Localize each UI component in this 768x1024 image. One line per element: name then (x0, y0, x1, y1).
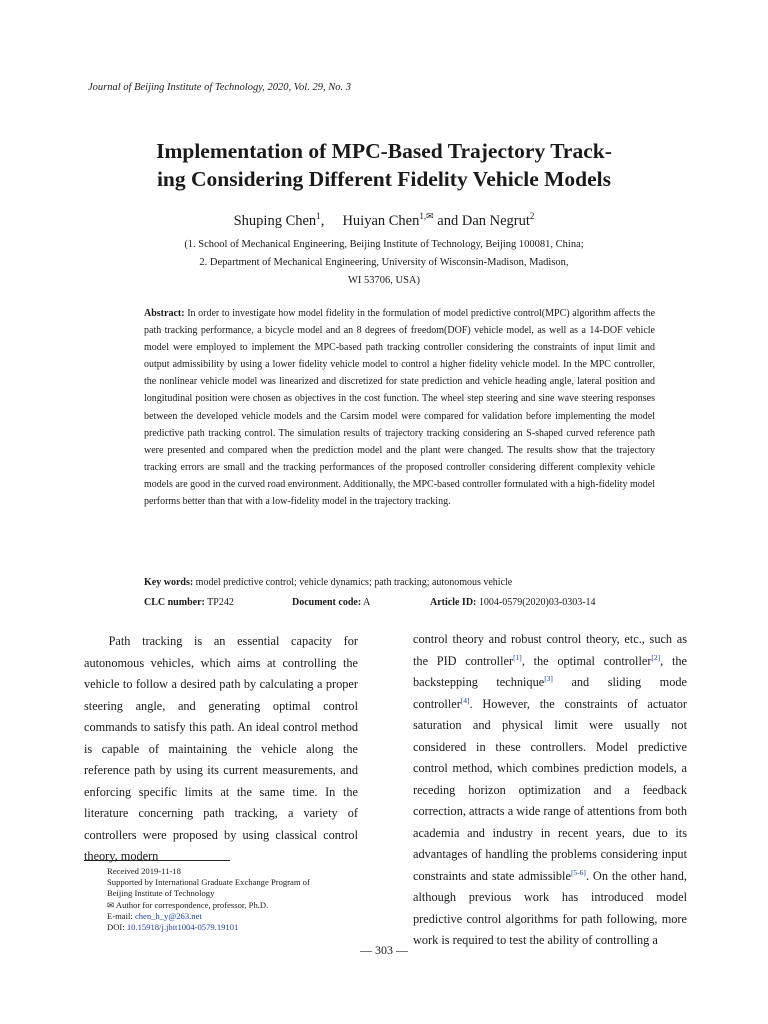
title-line-2: ing Considering Different Fidelity Vehicle Models (156, 167, 612, 191)
classification-line (144, 597, 664, 608)
author-separator: , (320, 212, 325, 229)
author-1-affiliation: 1 (316, 211, 321, 221)
footnote-supported-cont: Beijing Institute of Technology (107, 888, 215, 899)
right-text-4: and sliding mode controller (413, 675, 687, 711)
article-id (430, 597, 596, 608)
affiliation-2-cont: WI 53706, USA) (347, 275, 421, 286)
doi-link[interactable]: 10.15918/j.jbit1004-0579.19101 (126, 922, 239, 933)
email-label: E-mail: (107, 910, 133, 921)
body-left-column: Path tracking is an essential capacity for autonomous vehicles, which aims at controlling the vehicle to follow a desired path by calculating a proper steering angle, and generating optimal control commands to satisfy this path. An ideal control method is capable of maintaining the vehicle along the reference path by using its current measurements, and enforcing specific limits at the same time. In the literature concerning path tracking, a variety of controllers were proposed by using classical control theory, modern (84, 634, 358, 863)
keywords-text: model predictive control; vehicle dynamics; path tracking; autonomous vehicle (195, 577, 513, 588)
body-right-column (413, 629, 687, 952)
affiliation-2: 2. Department of Mechanical Engineering, University of Wisconsin-Madison, Madison, (199, 257, 569, 268)
footnote-supported: Supported by International Graduate Exchange Program of (107, 877, 310, 888)
footnote-doi (107, 922, 397, 933)
right-text-3: , the backstepping technique (413, 653, 687, 689)
right-text-6: . On the other hand, although previous work has introduced model predictive control algorithms for path following, more work is required to test the ability of controlling a (413, 868, 687, 947)
author-1: Shuping Chen (233, 212, 317, 229)
doi-label: DOI: (107, 922, 125, 933)
email-link[interactable]: chen_h_y@263.net (134, 910, 202, 921)
footnotes (107, 866, 397, 933)
right-text-1: control theory and robust control theory, etc., such as the PID controller (413, 632, 687, 668)
abstract-text: In order to investigate how model fidelity in the formulation of model predictive control(MPC) algorithm affects the path tracking performance, a bicycle model and an 8 degrees of freedom(DOF) vehicle model, as well as a 14-DOF vehicle model were employed to implement the MPC-based path tracking controller considering the constraints of input limit and output admissibility by using a lower fidelity vehicle model to control a higher fidelity vehicle model. In the MPC controller, the nonlinear vehicle model was linearized and discretized for state prediction and vehicle heading angle, lateral position and longitudinal position were chosen as objectives in the cost function. The wheel step steering and sine wave steering responses between the developed vehicle models and the Carsim model were compared for validation before implementing the model predictive path tracking control. The simulation results of trajectory tracking considering an S-shaped curved reference path were presented and compared when the prediction model and the plant were changed. The results show that the trajectory tracking errors are small and the tracking performances of the proposed controller considering different complexity vehicle models are good in the curved road environment. Additionally, the MPC-based controller formulated with a high-fidelity model performs better than that with a low-fidelity model in the trajectory tracking. (144, 308, 656, 508)
right-text-2: , the optimal controller (521, 653, 652, 668)
footnote-email (107, 911, 397, 922)
affiliation-1: (1. School of Mechanical Engineering, Beijing Institute of Technology, Beijing 100081, China; (184, 239, 584, 250)
citation-1[interactable]: [1] (513, 652, 522, 662)
doccode-value: A (363, 597, 371, 608)
citation-2[interactable]: [2] (651, 652, 661, 662)
citation-5-6[interactable]: [5-6] (570, 867, 586, 877)
keywords-label: Key words: (144, 577, 194, 588)
footnote-author: ✉ Author for correspondence, professor, Ph.D. (107, 899, 269, 910)
document-code (292, 597, 430, 608)
clc-label: CLC number: (144, 597, 205, 608)
doccode-label: Document code: (292, 597, 362, 608)
author-2: Huiyan Chen (342, 212, 420, 229)
clc-number (144, 597, 292, 608)
title-line-1: Implementation of MPC-Based Trajectory Track- (156, 139, 612, 163)
journal-header: Journal of Beijing Institute of Technology, 2020, Vol. 29, No. 3 (88, 82, 351, 93)
abstract (144, 305, 655, 510)
clc-value: TP242 (207, 597, 234, 608)
footnote-received: Received 2019-11-18 (107, 866, 181, 876)
abstract-label: Abstract: (144, 308, 185, 319)
affiliations (110, 236, 658, 290)
articleid-value: 1004-0579(2020)03-0303-14 (478, 597, 596, 608)
author-list (110, 211, 658, 230)
paper-title (110, 137, 658, 193)
author-2-affiliation: 1,✉ (419, 211, 434, 221)
articleid-label: Article ID: (430, 597, 477, 608)
right-text-5: . However, the constraints of actuator saturation and physical limit were usually not considered in these controllers. Model predictive control method, which combines prediction models, a receding horizon optimization and a feedback correction, attracts a wide range of attentions from both academia and industry in recent years, due to its advantages of handling the problems considering input constraints and state admissible (413, 696, 687, 883)
page-number: — 303 — (360, 943, 408, 957)
author-3-affiliation: 2 (529, 211, 535, 221)
author-3: Dan Negrut (461, 212, 530, 229)
footnote-divider (84, 860, 230, 861)
citation-4[interactable]: [4] (460, 695, 470, 705)
author-and: and (437, 212, 459, 229)
keywords (144, 577, 655, 588)
citation-3[interactable]: [3] (544, 673, 553, 683)
